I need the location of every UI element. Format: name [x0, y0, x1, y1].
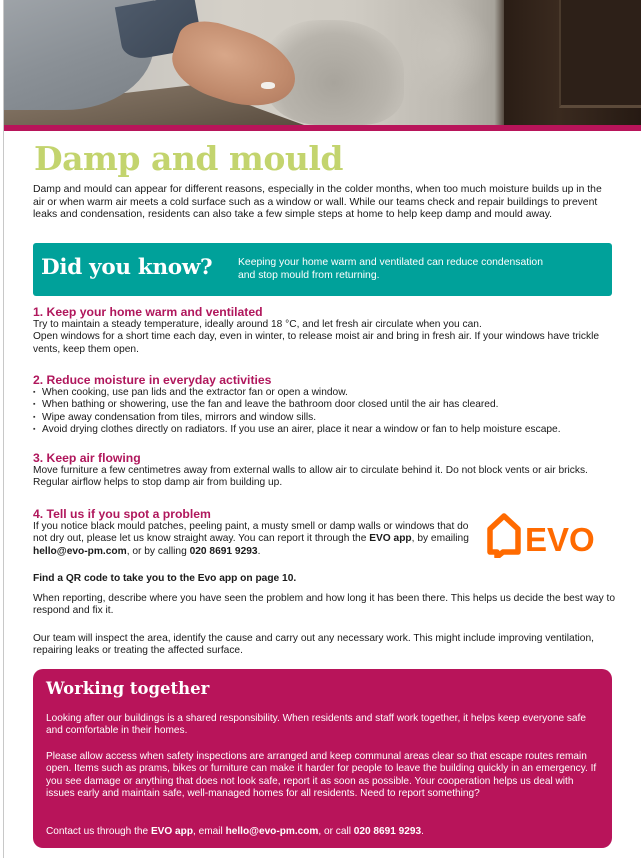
contact-line	[46, 826, 601, 838]
text-fragment: .	[257, 545, 261, 557]
evo-house-icon	[487, 512, 597, 558]
qr-code-note: Find a QR code to take you to the Evo app on page 10.	[33, 573, 297, 584]
section-heading: 2. Reduce moisture in everyday activities	[33, 373, 272, 387]
text-fragment: , email	[193, 826, 226, 837]
svg-text:EVO: EVO	[525, 521, 595, 558]
hero-door-panel	[559, 0, 641, 108]
phone-link[interactable]: 020 8691 9293	[189, 545, 258, 557]
did-you-know-callout	[33, 243, 612, 296]
working-together-p1: Looking after our buildings is a shared responsibility. When residents and staff work together, it helps keep everyone safe and comfortable in their homes.	[46, 713, 586, 737]
section-line: Try to maintain a steady temperature, ideally around 18 °C, and let fresh air circulate when you can.	[33, 319, 482, 330]
list-item: ▪ When cooking, use pan lids and the extractor fan or open a window.	[33, 387, 618, 399]
evo-app-link[interactable]: EVO app	[369, 533, 412, 545]
text-fragment: , by emailing	[411, 533, 469, 545]
intro-paragraph: Damp and mould can appear for different reasons, especially in the colder months, when too much moisture builds up in the air or when warm air meets a cold surface such as a window or wall. While our teams check and repair buildings to prevent leaks and condensation, residents can also take a few simple steps at home to help keep damp and mould away.	[33, 184, 602, 221]
phone-link[interactable]: 020 8691 9293	[353, 826, 422, 837]
callout-text: Keeping your home warm and ventilated can reduce condensation and stop mould from returning.	[238, 257, 543, 281]
hero-plaster-flake	[261, 82, 275, 89]
text-fragment: Contact us through the	[46, 826, 151, 837]
text-fragment: If you notice black mould patches, peeling paint, a musty smell or damp walls or windows that do not dry out, please let us know straight away. You can report it through the	[33, 521, 469, 545]
reporting-paragraph: When reporting, describe where you have seen the problem and how long it has been there. This helps us decide the best way to respond and fix it.	[33, 593, 615, 617]
section-air-flowing	[33, 451, 618, 490]
working-together-p2: Please allow access when safety inspections are arranged and keep communal areas clear so that escape routes remain open. Items such as prams, bikes or furniture can make it harder for people to leave the building quickly in an emergency. If you see damage or anything that does not look safe, report it as soon as possible. Your cooperation helps us deal with issues early and maintain safe, well-managed homes for all residents. Need to report something?	[46, 751, 597, 799]
text-fragment: .	[421, 826, 424, 837]
text-fragment: , or by calling	[126, 545, 190, 557]
section-text	[33, 521, 473, 558]
list-item: ▪ When bathing or showering, use the fan and leave the bathroom door closed until the air has cleared.	[33, 399, 618, 411]
section-report-problem	[33, 507, 473, 558]
section-text: Move furniture a few centimetres away from external walls to allow air to circulate behind it. Do not block vents or air bricks. Regular airflow helps to stop damp air from building up.	[33, 465, 588, 489]
working-together-box	[33, 669, 612, 848]
hero-photo	[4, 0, 641, 125]
page-title: Damp and mould	[34, 139, 343, 178]
list-item: ▪ Wipe away condensation from tiles, mirrors and window sills.	[33, 412, 618, 424]
list-item: ▪ Avoid drying clothes directly on radiators. If you use an airer, place it near a window or fan to help moisture escape.	[33, 424, 618, 436]
section-reduce-moisture	[33, 373, 618, 437]
email-link[interactable]: hello@evo-pm.com	[33, 545, 127, 557]
section-warm-ventilated	[33, 305, 618, 356]
text-fragment: , or call	[318, 826, 354, 837]
section-heading: 3. Keep air flowing	[33, 451, 141, 465]
working-together-title: Working together	[46, 679, 210, 698]
callout-title: Did you know?	[41, 255, 213, 280]
section-line: Open windows for a short time each day, even in winter, to release moist air and bring in fresh air. If your windows have trickle vents, keep them open.	[33, 331, 600, 355]
section-heading: 4. Tell us if you spot a problem	[33, 507, 211, 521]
evo-app-link[interactable]: EVO app	[150, 826, 194, 837]
accent-bar	[4, 125, 641, 131]
section-heading: 1. Keep your home warm and ventilated	[33, 305, 263, 319]
inspection-paragraph: Our team will inspect the area, identify the cause and carry out any necessary work. This might include improving ventilation, repairing leaks or treating the affected surface.	[33, 633, 594, 657]
evo-logo	[487, 512, 597, 558]
email-link[interactable]: hello@evo-pm.com	[225, 826, 319, 837]
tips-list	[33, 387, 618, 437]
